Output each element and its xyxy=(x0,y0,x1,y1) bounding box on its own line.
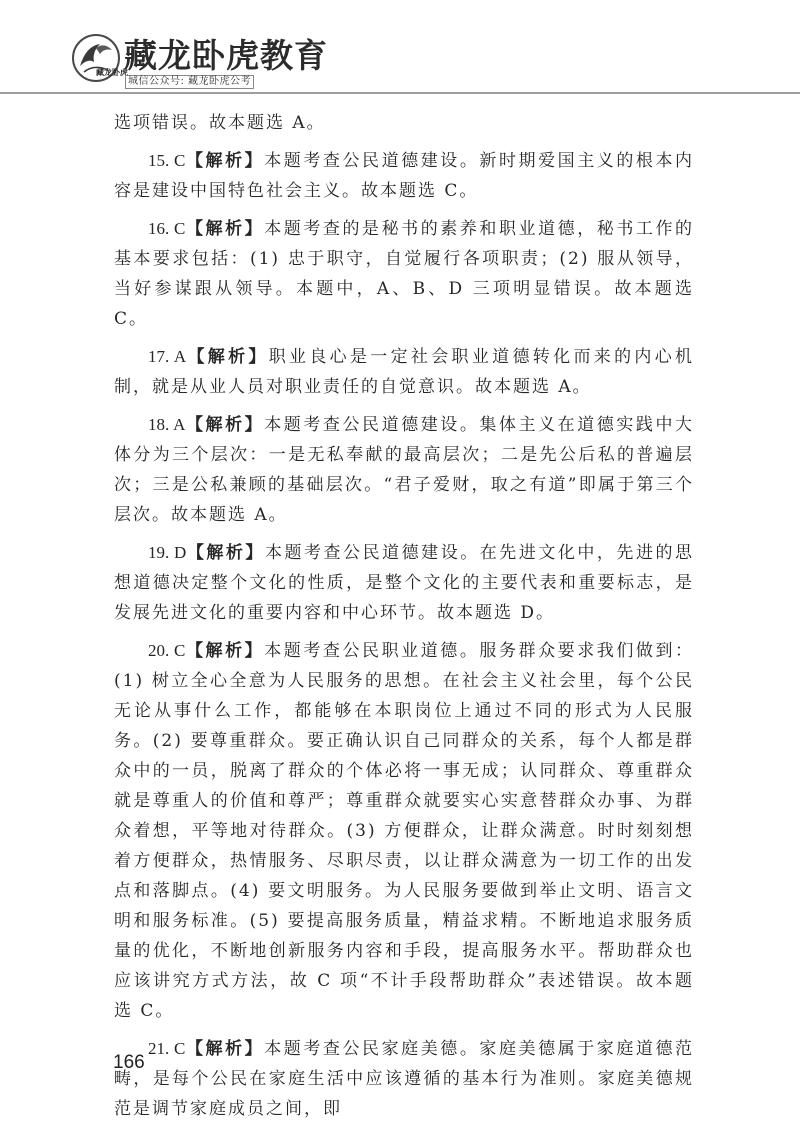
explanation-text: 本题考查的是秘书的素养和职业道德，秘书工作的基本要求包括：(1) 忠于职守，自觉履行各项职责；(2) 服从领导，当好参谋跟从领导。本题中，A、B、D 三项明显错误。故本题选 C。 xyxy=(114,219,695,329)
explanation-paragraph xyxy=(114,342,694,402)
analysis-tag: 【解析】 xyxy=(185,415,265,435)
explanation-paragraph xyxy=(114,538,694,628)
explanation-paragraph xyxy=(114,636,694,1026)
explanation-paragraph xyxy=(114,1034,694,1124)
header-divider xyxy=(0,92,800,94)
explanation-paragraph xyxy=(114,214,694,334)
analysis-tag: 【解析】 xyxy=(185,1039,265,1059)
page-number: 166 xyxy=(113,1052,145,1073)
answer-key: 15. C xyxy=(148,151,186,170)
explanation-paragraph xyxy=(114,146,694,206)
explanation-text: 本题考查公民家庭美德。家庭美德属于家庭道德范畴，是每个公民在家庭生活中应该遵循的基本行为准则。家庭美德规范是调节家庭成员之间，即 xyxy=(114,1039,695,1119)
brand-name: 藏龙卧虎教育 xyxy=(124,36,328,75)
explanation-paragraph xyxy=(114,410,694,530)
explanation-text: 本题考查公民道德建设。集体主义在道德实践中大体分为三个层次：一是无私奉献的最高层次；二是先公后私的普遍层次；三是公私兼顾的基础层次。“君子爱财，取之有道”即属于第三个层次。故本题选 A。 xyxy=(114,415,695,525)
brand-subtitle: 城信公众号: 藏龙卧虎公考 xyxy=(125,75,254,89)
explanation-paragraph xyxy=(114,108,694,138)
answer-key: 19. D xyxy=(148,543,187,562)
page-header xyxy=(0,0,800,100)
explanation-text: 本题考查公民道德建设。新时期爱国主义的根本内容是建设中国特色社会主义。故本题选 C。 xyxy=(114,151,695,201)
analysis-tag: 【解析】 xyxy=(185,151,265,171)
answer-explanations xyxy=(114,108,694,1132)
answer-key: 20. C xyxy=(148,641,186,660)
answer-key: 21. C xyxy=(148,1039,186,1058)
explanation-text: 本题考查公民道德建设。在先进文化中，先进的思想道德决定整个文化的性质，是整个文化的主要代表和重要标志，是发展先进文化的重要内容和中心环节。故本题选 D。 xyxy=(114,543,695,623)
analysis-tag: 【解析】 xyxy=(186,347,269,367)
logo-caption: 藏龙卧虎 xyxy=(96,68,128,77)
explanation-text: 本题考查公民职业道德。服务群众要求我们做到：(1) 树立全心全意为人民服务的思想。在社会主义社会里，每个公民无论从事什么工作，都能够在本职岗位上通过不同的形式为人民服务。(2) 要尊重群众。要正确认识自己同群众的关系，每个人都是群众中的一员，脱离了群众的个体必将一事无成；认同群众、尊重群众就是尊重人的价值和尊严；尊重群众就要实心实意替群众办事、为群众着想，平等地对待群众。(3) 方便群众，让群众满意。时时刻刻想着方便群众，热情服务、尽职尽责，以让群众满意为一切工作的出发点和落脚点。(4) 要文明服务。为人民服务要做到举止文明、语言文明和服务标准。(5) 要提高服务质量，精益求精。不断地追求服务质量的优化，不断地创新服务内容和手段，提高服务水平。帮助群众也应该讲究方式方法，故 C 项“不计手段帮助群众”表述错误。故本题选 C。 xyxy=(114,641,695,1021)
explanation-text: 选项错误。故本题选 A。 xyxy=(114,113,326,133)
explanation-text: 职业良心是一定社会职业道德转化而来的内心机制，就是从业人员对职业责任的自觉意识。故本题选 A。 xyxy=(114,347,695,397)
analysis-tag: 【解析】 xyxy=(185,219,265,239)
answer-key: 17. A xyxy=(148,347,187,366)
analysis-tag: 【解析】 xyxy=(186,543,265,563)
answer-key: 18. A xyxy=(148,415,186,434)
analysis-tag: 【解析】 xyxy=(185,641,265,661)
answer-key: 16. C xyxy=(148,219,186,238)
